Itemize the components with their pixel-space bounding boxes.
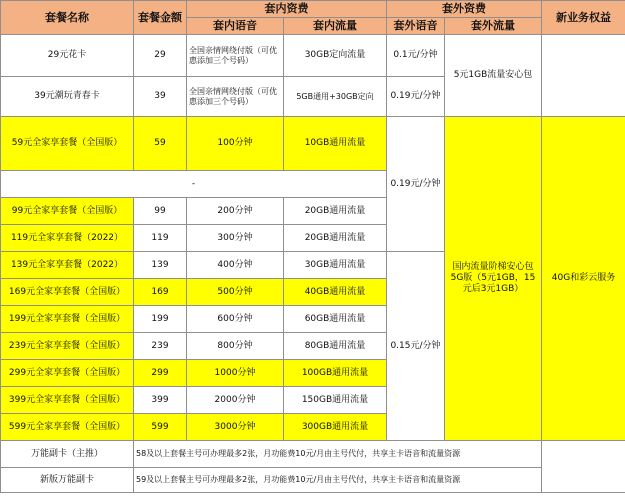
- package-fee-cell: 299: [134, 360, 187, 387]
- table-row: [1, 468, 625, 493]
- package-name-cell: 万能副卡（主推）: [1, 441, 134, 468]
- overage-data-cell: 5元1GB流量安心包: [445, 35, 542, 117]
- package-name-cell: 139元全家享套餐（2022）: [1, 252, 134, 279]
- voice-cell: 100分钟: [187, 117, 284, 171]
- package-fee-cell: 139: [134, 252, 187, 279]
- data-cell: 300GB通用流量: [284, 414, 387, 441]
- data-cell: 10GB通用流量: [284, 117, 387, 171]
- package-name-cell: 59元全家享套餐（全国版）: [1, 117, 134, 171]
- package-fee-cell: 199: [134, 306, 187, 333]
- package-name-cell: 39元潮玩青春卡: [1, 77, 134, 117]
- package-fee-cell: 599: [134, 414, 187, 441]
- package-name-cell: 新版万能副卡: [1, 468, 134, 493]
- package-fee-cell: 29: [134, 35, 187, 77]
- new-rights-blank-cell: [542, 35, 625, 117]
- voice-cell: 200分钟: [187, 198, 284, 225]
- header-domestic-voice: 套内语音: [187, 18, 284, 35]
- data-cell: 100GB通用流量: [284, 360, 387, 387]
- new-rights-cell: 40G和彩云服务: [542, 117, 625, 441]
- data-cell: 60GB通用流量: [284, 306, 387, 333]
- package-name-cell: 169元全家享套餐（全国版）: [1, 279, 134, 306]
- package-fee-cell: 399: [134, 387, 187, 414]
- package-name-cell: 29元花卡: [1, 35, 134, 77]
- header-package-name: 套餐名称: [1, 1, 134, 35]
- package-name-cell: 239元全家享套餐（全国版）: [1, 333, 134, 360]
- table-row: [1, 441, 625, 468]
- voice-cell: 2000分钟: [187, 387, 284, 414]
- package-fee-cell: 39: [134, 77, 187, 117]
- package-name-cell: 399元全家享套餐（全国版）: [1, 387, 134, 414]
- new-rights-blank-cell: [542, 441, 625, 493]
- voice-cell: 全国亲情网绕付版（可优惠添加三个号码）: [187, 77, 284, 117]
- header-overage-voice: 套外语音: [387, 18, 445, 35]
- header-overage-data: 套外流量: [445, 18, 542, 35]
- data-cell: 80GB通用流量: [284, 333, 387, 360]
- voice-cell: 300分钟: [187, 225, 284, 252]
- data-cell: 5GB通用+30GB定向: [284, 77, 387, 117]
- header-domestic-fees: 套内资费: [187, 1, 387, 18]
- package-fee-cell: 169: [134, 279, 187, 306]
- voice-cell: 600分钟: [187, 306, 284, 333]
- package-fee-cell: 239: [134, 333, 187, 360]
- description-cell: 59及以上套餐主号可办理最多2张，月功能费10元/月由主号代付，共享主卡语音和流量资源: [134, 468, 542, 493]
- data-cell: 20GB通用流量: [284, 225, 387, 252]
- package-fee-cell: 99: [134, 198, 187, 225]
- voice-cell: 400分钟: [187, 252, 284, 279]
- voice-cell: 1000分钟: [187, 360, 284, 387]
- package-name-cell: 599元全家享套餐（全国版）: [1, 414, 134, 441]
- table-row: [1, 35, 625, 77]
- header-new-rights: 新业务权益: [542, 1, 625, 35]
- header-package-fee: 套餐金额: [134, 1, 187, 35]
- voice-cell: 3000分钟: [187, 414, 284, 441]
- package-fee-cell: 119: [134, 225, 187, 252]
- header-overage-fees: 套外资费: [387, 1, 542, 18]
- overage-voice-cell: 0.15元/分钟: [387, 252, 445, 441]
- description-cell: 58及以上套餐主号可办理最多2张，月功能费10元/月由主号代付，共享主卡语音和流量资源: [134, 441, 542, 468]
- voice-cell: 全国亲情网绕付版（可优惠添加三个号码）: [187, 35, 284, 77]
- data-cell: 30GB定向流量: [284, 35, 387, 77]
- overage-data-cell: 国内流量阶梯安心包5G版（5元1GB，15元后3元1GB）: [445, 117, 542, 441]
- data-cell: 40GB通用流量: [284, 279, 387, 306]
- voice-cell: 500分钟: [187, 279, 284, 306]
- data-cell: 30GB通用流量: [284, 252, 387, 279]
- package-name-cell: 199元全家享套餐（全国版）: [1, 306, 134, 333]
- overage-voice-cell: 0.19元/分钟: [387, 117, 445, 252]
- package-name-cell: 119元全家享套餐（2022）: [1, 225, 134, 252]
- table-row: [1, 117, 625, 171]
- data-cell: 20GB通用流量: [284, 198, 387, 225]
- overage-voice-cell: 0.19元/分钟: [387, 77, 445, 117]
- voice-cell: 800分钟: [187, 333, 284, 360]
- data-cell: 150GB通用流量: [284, 387, 387, 414]
- package-name-cell: 99元全家享套餐（全国版）: [1, 198, 134, 225]
- overage-voice-cell: 0.1元/分钟: [387, 35, 445, 77]
- package-fee-cell: 59: [134, 117, 187, 171]
- package-name-cell: 299元全家享套餐（全国版）: [1, 360, 134, 387]
- blank-row-cell: -: [1, 171, 387, 198]
- header-domestic-data: 套内流量: [284, 18, 387, 35]
